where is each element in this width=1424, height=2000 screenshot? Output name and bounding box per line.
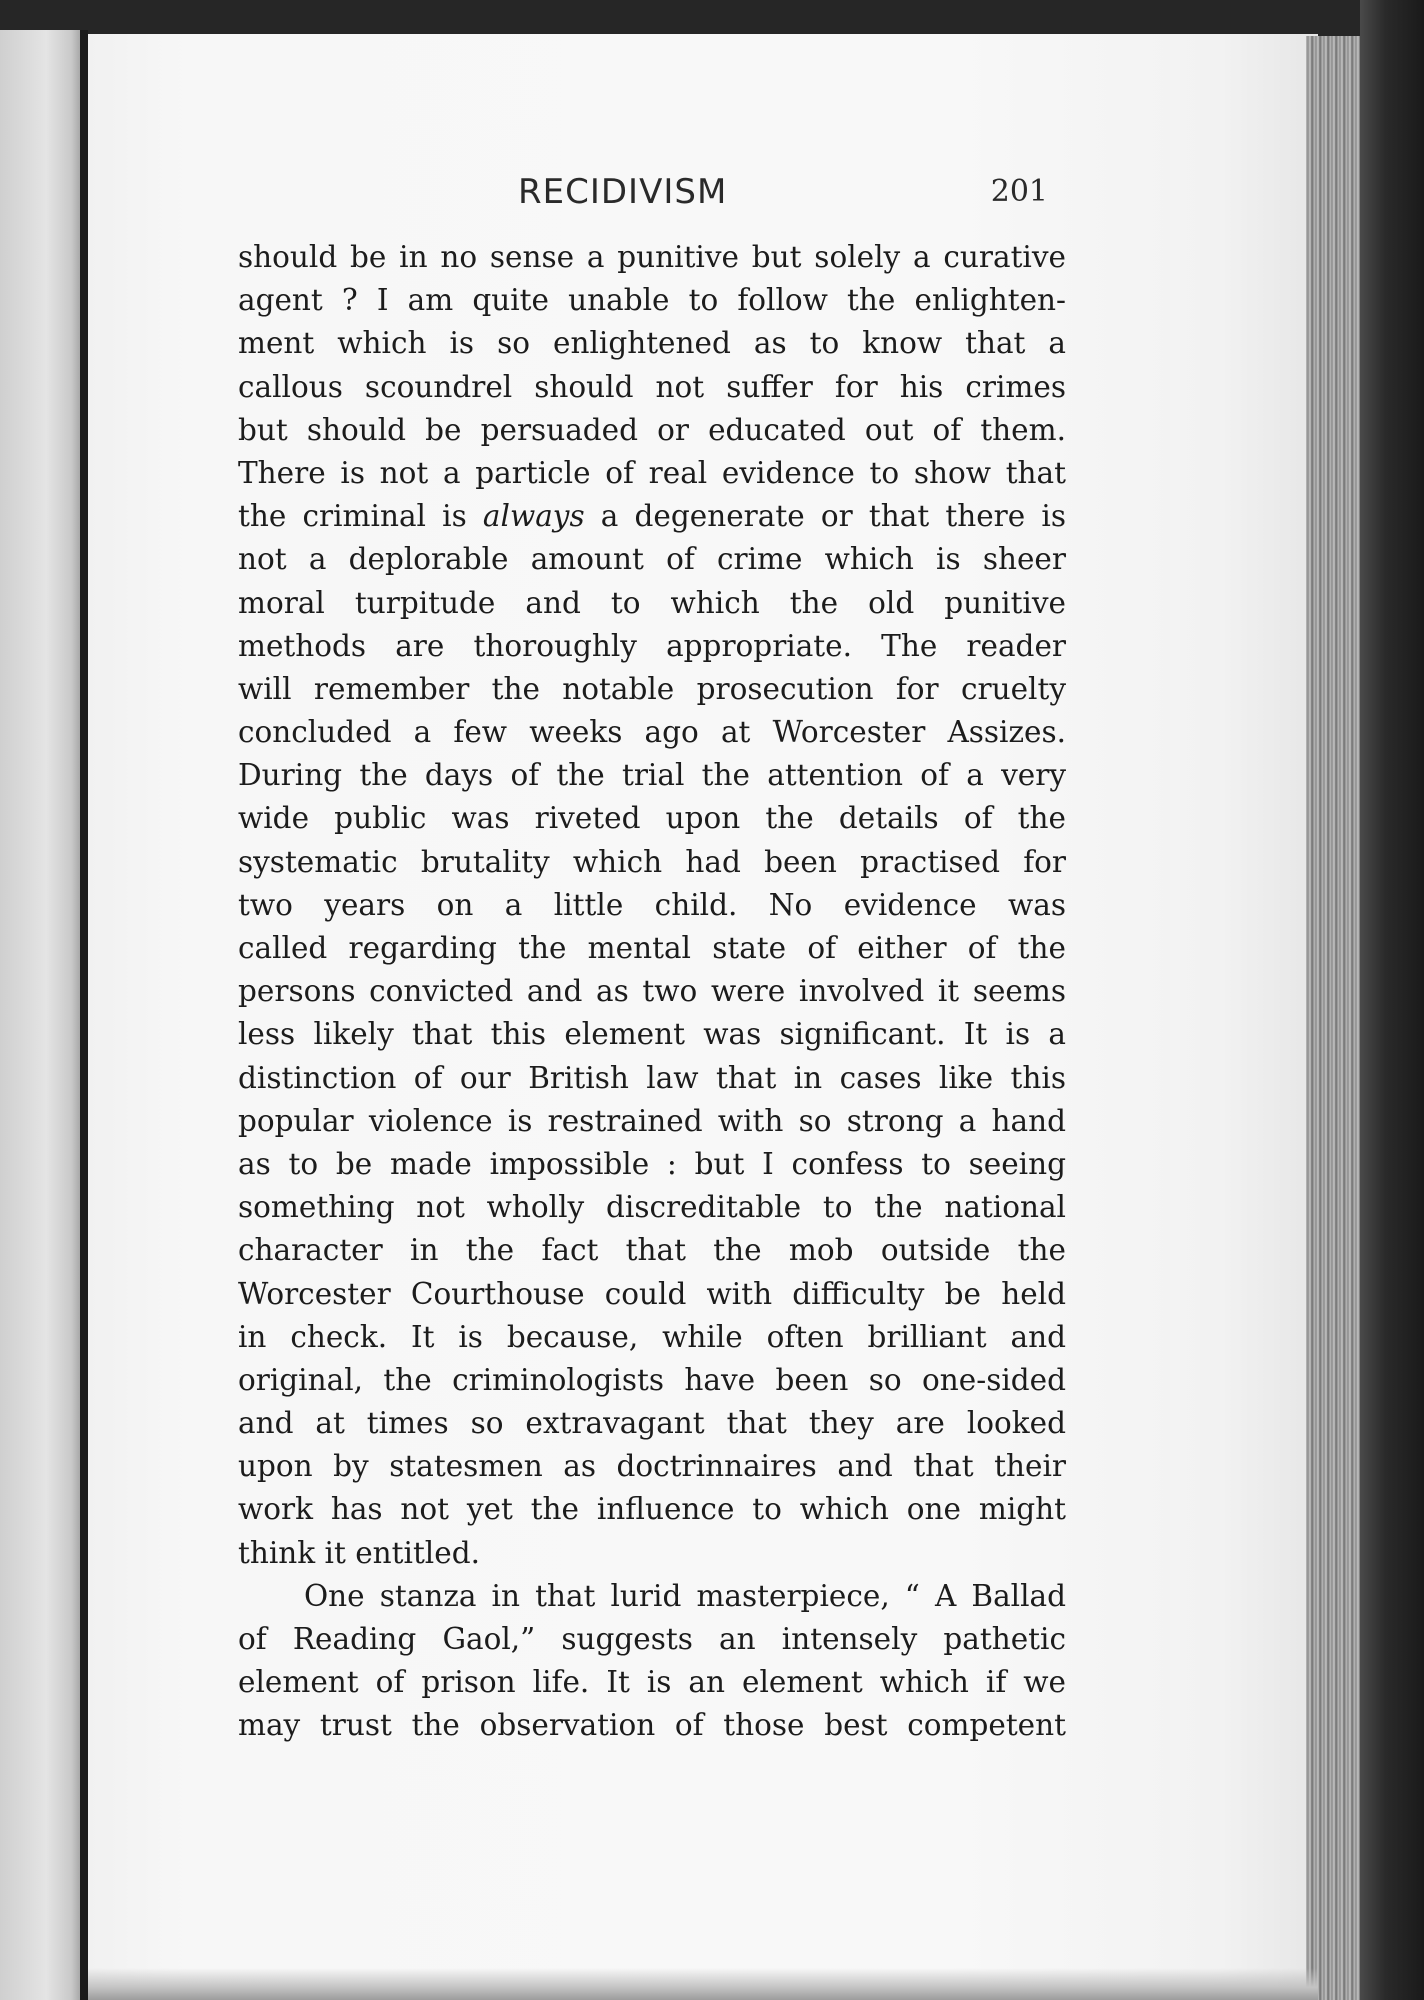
text-line: called regarding the mental state of either of the [238, 931, 1066, 965]
text-line: During the days of the trial the attention of a very [238, 758, 1066, 793]
text-line: will remember the notable prosecution for cruelty [238, 671, 1066, 706]
text-line [238, 495, 1066, 538]
page-bottom-shadow [88, 1968, 1318, 2000]
book-binding [1360, 0, 1424, 2000]
text-line: think it entitled. [238, 1535, 480, 1570]
text-line: in check. It is because, while often brilliant and [238, 1319, 1066, 1354]
text-line: work has not yet the influence to which one might [238, 1492, 1066, 1527]
text-line: wide public was riveted upon the details of the [238, 801, 1066, 836]
text-line: not a deplorable amount of crime which is sheer [238, 542, 1066, 577]
text-line: something not wholly discreditable to the national [238, 1190, 1066, 1225]
running-head [238, 172, 1048, 222]
text-line: original, the criminologists have been so one-sided [238, 1362, 1066, 1397]
text-line: but should be persuaded or educated out of them. [238, 412, 1066, 447]
text-line: popular violence is restrained with so strong a hand [238, 1103, 1066, 1138]
text-line: One stanza in that lurid masterpiece, “ A Ballad [304, 1578, 1066, 1613]
text-line: element of prison life. It is an element which if we [238, 1665, 1066, 1700]
text-line: should be in no sense a punitive but solely a curative [238, 240, 1066, 274]
left-page-edge [0, 30, 84, 2000]
text-line: ment which is so enlightened as to know that a [238, 326, 1066, 361]
page-number: 201 [990, 174, 1048, 209]
book-gutter [80, 30, 88, 2000]
body-text [238, 236, 1066, 1748]
text-line: two years on a little child. No evidence was [238, 887, 1066, 922]
italic-emphasis: always [482, 499, 585, 534]
text-line: systematic brutality which had been practised for [238, 844, 1066, 879]
scanner-top-border [0, 0, 1424, 36]
text-line: persons convicted and as two were involved it seems [238, 974, 1066, 1009]
text-line: callous scoundrel should not suffer for his crimes [238, 369, 1066, 404]
text-line: less likely that this element was significant. It is a [238, 1017, 1066, 1052]
text-line: distinction of our British law that in cases like this [238, 1060, 1066, 1095]
text-segment: a degenerate or that there is [584, 499, 1066, 534]
text-line: moral turpitude and to which the old punitive [238, 585, 1066, 620]
text-line: may trust the observation of those best competent [238, 1708, 1066, 1743]
text-line: There is not a particle of real evidence to show that [238, 455, 1066, 490]
text-line: character in the fact that the mob outside the [238, 1233, 1066, 1268]
text-line: methods are thoroughly appropriate. The reader [238, 628, 1066, 663]
text-line: concluded a few weeks ago at Worcester Assizes. [238, 715, 1066, 750]
paragraph [238, 236, 1066, 1575]
text-line: upon by statesmen as doctrinnaires and that their [238, 1449, 1066, 1484]
text-line: of Reading Gaol,” suggests an intensely pathetic [238, 1622, 1066, 1656]
text-line: as to be made impossible : but I confess to seeing [238, 1146, 1066, 1181]
paragraph [238, 1575, 1066, 1748]
page-stack-edges [1306, 36, 1366, 2000]
running-title: RECIDIVISM [518, 172, 728, 212]
text-line: Worcester Courthouse could with difficulty be held [238, 1276, 1066, 1311]
text-line: and at times so extravagant that they are looked [238, 1406, 1066, 1441]
text-segment: the criminal is [238, 499, 483, 534]
text-line: agent ? I am quite unable to follow the enlighten- [238, 283, 1066, 318]
